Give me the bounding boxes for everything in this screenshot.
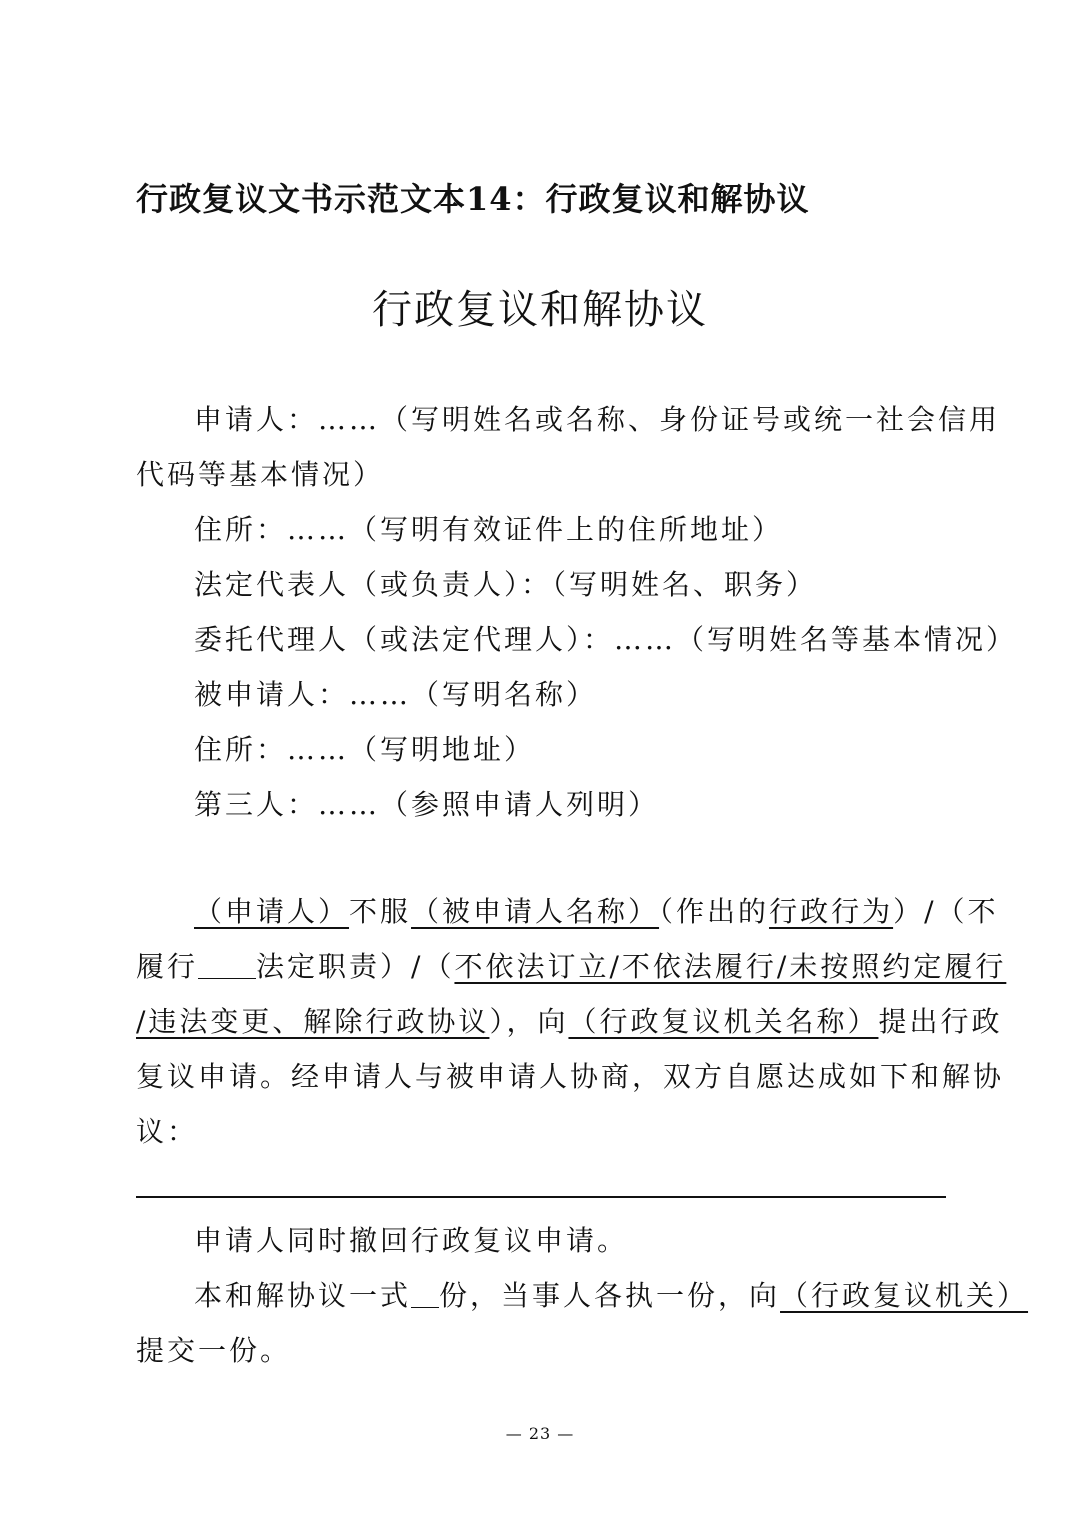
copies-line xyxy=(136,1268,1029,1323)
paragraph-line-5: 议： xyxy=(136,1115,199,1148)
paragraph-line-1 xyxy=(136,884,999,939)
legal-representative-line: 法定代表人（或负责人）：（写明姓名、职务） xyxy=(194,568,818,601)
third-party-line: 第三人：……（参照申请人列明） xyxy=(194,788,660,821)
text-segment: 法定职责）/（ xyxy=(256,950,455,983)
parties-section xyxy=(136,392,1018,832)
text-segment: ）/（不 xyxy=(893,895,999,928)
closing-section xyxy=(136,1213,1029,1378)
text-segment: 不服 xyxy=(349,895,412,928)
agent-line: 委托代理人（或法定代理人）：……（写明姓名等基本情况） xyxy=(194,623,1018,656)
applicant-placeholder: （申请人） xyxy=(194,895,350,928)
paragraph-line-4: 复议申请。经申请人与被申请人协商，双方自愿达成如下和解协 xyxy=(136,1060,1005,1093)
agreement-paragraph xyxy=(136,884,1007,1159)
copies-line-continued: 提交一份。 xyxy=(136,1334,292,1367)
agreement-content-line xyxy=(136,1196,946,1198)
document-header: 行政复议文书示范文本14：行政复议和解协议 xyxy=(136,180,810,218)
applicant-line: 申请人：……（写明姓名或名称、身份证号或统一社会信用 xyxy=(194,403,1001,436)
agreement-acts-placeholder-cont: /违法变更、解除行政协议 xyxy=(136,1005,490,1038)
paragraph-line-3 xyxy=(136,994,1003,1049)
text-segment: （作出的 xyxy=(659,895,770,928)
duty-blank xyxy=(198,950,256,979)
act-placeholder: 行政行为 xyxy=(769,895,894,928)
paragraph-line-2 xyxy=(136,939,1007,994)
copies-count-blank xyxy=(411,1279,439,1308)
respondent-address-line: 住所：……（写明地址） xyxy=(194,733,536,766)
text-segment: 本和解协议一式 xyxy=(194,1279,412,1312)
text-segment: 提出行政 xyxy=(878,1005,1003,1038)
respondent-placeholder: （被申请人名称） xyxy=(411,895,660,928)
withdrawal-line: 申请人同时撤回行政复议申请。 xyxy=(194,1224,629,1257)
text-segment: 履行 xyxy=(136,950,199,983)
applicant-address-line: 住所：……（写明有效证件上的住所地址） xyxy=(194,513,784,546)
document-title: 行政复议和解协议 xyxy=(372,287,708,333)
review-organ-placeholder-2: （行政复议机关） xyxy=(780,1279,1029,1312)
page-number: — 23 — xyxy=(505,1424,575,1443)
respondent-line: 被申请人：……（写明名称） xyxy=(194,678,598,711)
applicant-line-continued: 代码等基本情况） xyxy=(136,458,385,491)
agreement-acts-placeholder: 不依法订立/不依法履行/未按照约定履行 xyxy=(454,950,1007,983)
review-organ-placeholder: （行政复议机关名称） xyxy=(568,1005,879,1038)
text-segment: ），向 xyxy=(489,1005,569,1038)
text-segment: 份，当事人各执一份，向 xyxy=(439,1279,781,1312)
